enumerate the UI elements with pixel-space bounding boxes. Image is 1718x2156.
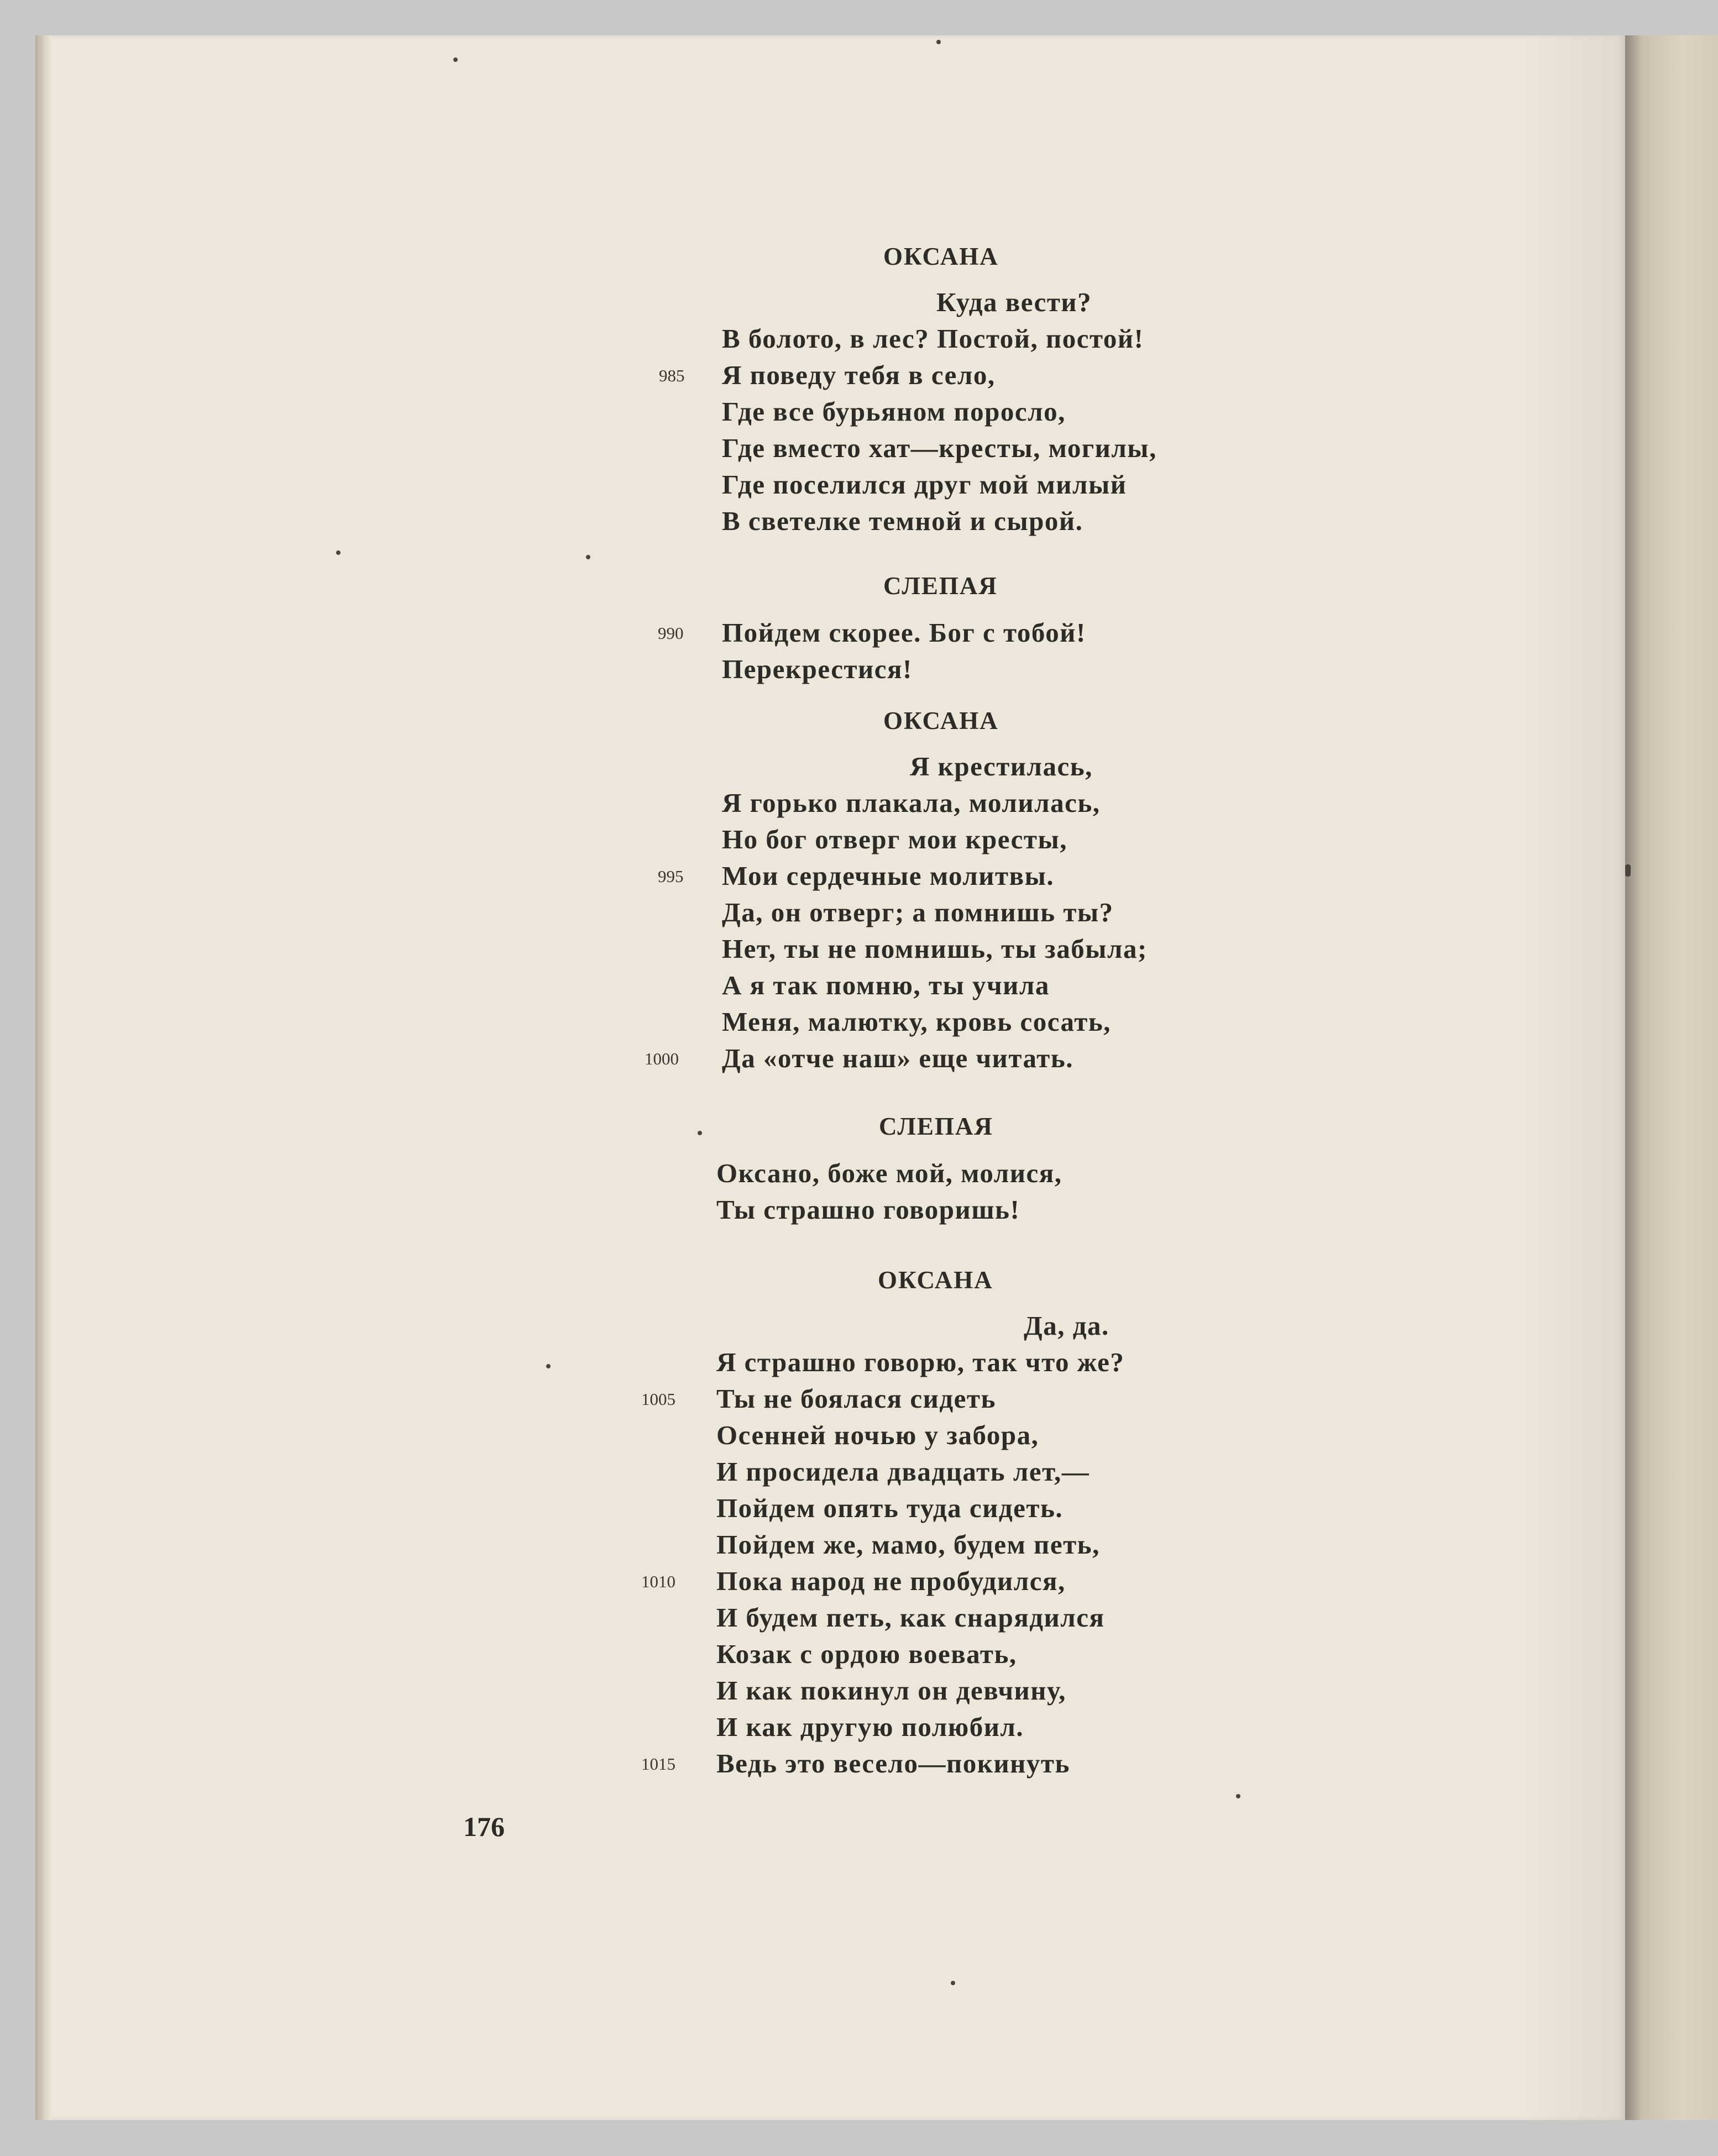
line-number: 1000 [645,1049,679,1068]
paper-speck [336,550,341,555]
line-number: 1015 [641,1754,675,1774]
speaker-name: СЛЕПАЯ [879,1113,993,1140]
line-number: 985 [659,366,685,385]
speaker-name: ОКСАНА [883,707,999,735]
facing-page-edge [1625,35,1718,2120]
gutter-shadow [1526,35,1625,2120]
verse-line: Козак с ордою воевать, [716,1639,1017,1669]
speaker-name: ОКСАНА [878,1266,993,1294]
verse-line: И будем петь, как снарядился [716,1602,1105,1633]
paper-speck [936,40,941,44]
line-number: 1005 [641,1389,675,1409]
verse-line: Ведь это весело—покинуть [716,1748,1070,1779]
verse-line: Куда вести? [936,287,1092,317]
verse-line: Я страшно говорю, так что же? [716,1347,1125,1377]
page-number: 176 [463,1811,505,1842]
paper-speck [698,1131,702,1135]
verse-line: Пойдем же, мамо, будем петь, [716,1529,1100,1560]
line-number: 990 [658,623,684,643]
verse-line: Да, он отверг; а помнишь ты? [722,897,1114,927]
verse-line: Меня, малютку, кровь сосать, [722,1006,1112,1037]
paper-speck [453,57,458,62]
verse-line: Пойдем опять туда сидеть. [716,1493,1064,1523]
verse-line: Я крестилась, [910,751,1093,781]
verse-line: В болото, в лес? Постой, постой! [722,323,1144,354]
verse-line: Нет, ты не помнишь, ты забыла; [722,933,1148,964]
verse-line: Да «отче наш» еще читать. [722,1043,1073,1073]
verse-line: Я поведу тебя в село, [722,360,996,390]
verse-line: Осенней ночью у забора, [716,1420,1039,1450]
verse-line: И как покинул он девчину, [716,1675,1066,1706]
verse-line: Перекрестися! [722,654,913,684]
verse-line: Мои сердечные молитвы. [722,861,1055,891]
verse-line: Пока народ не пробудился, [716,1566,1066,1596]
verse-line: Оксано, боже мой, молися, [716,1158,1062,1188]
verse-line: Где вместо хат—кресты, могилы, [722,433,1157,463]
speaker-name: СЛЕПАЯ [883,572,998,600]
verse-line: Ты не боялася сидеть [716,1383,996,1414]
verse-line: А я так помню, ты учила [722,970,1050,1000]
paper-speck [1625,864,1631,877]
verse-line: И как другую полюбил. [716,1712,1024,1742]
verse-line: В светелке темной и сырой. [722,506,1083,536]
paper-speck [546,1364,551,1368]
verse-line: Я горько плакала, молилась, [722,788,1101,818]
verse-line: Но бог отверг мои кресты, [722,824,1067,854]
verse-line: Да, да. [1024,1310,1109,1341]
verse-line: Пойдем скорее. Бог с тобой! [722,617,1086,648]
paper-speck [951,1981,955,1985]
paper-speck [586,555,590,559]
page-left-edge [35,35,52,2120]
speaker-name: ОКСАНА [883,243,999,270]
paper-speck [1236,1794,1240,1798]
verse-line: И просидела двадцать лет,— [716,1456,1090,1487]
verse-line: Ты страшно говоришь! [716,1194,1020,1225]
verse-line: Где поселился друг мой милый [722,469,1127,500]
verse-line: Где все бурьяном поросло, [722,396,1066,427]
line-number: 1010 [641,1572,675,1591]
line-number: 995 [658,867,684,886]
